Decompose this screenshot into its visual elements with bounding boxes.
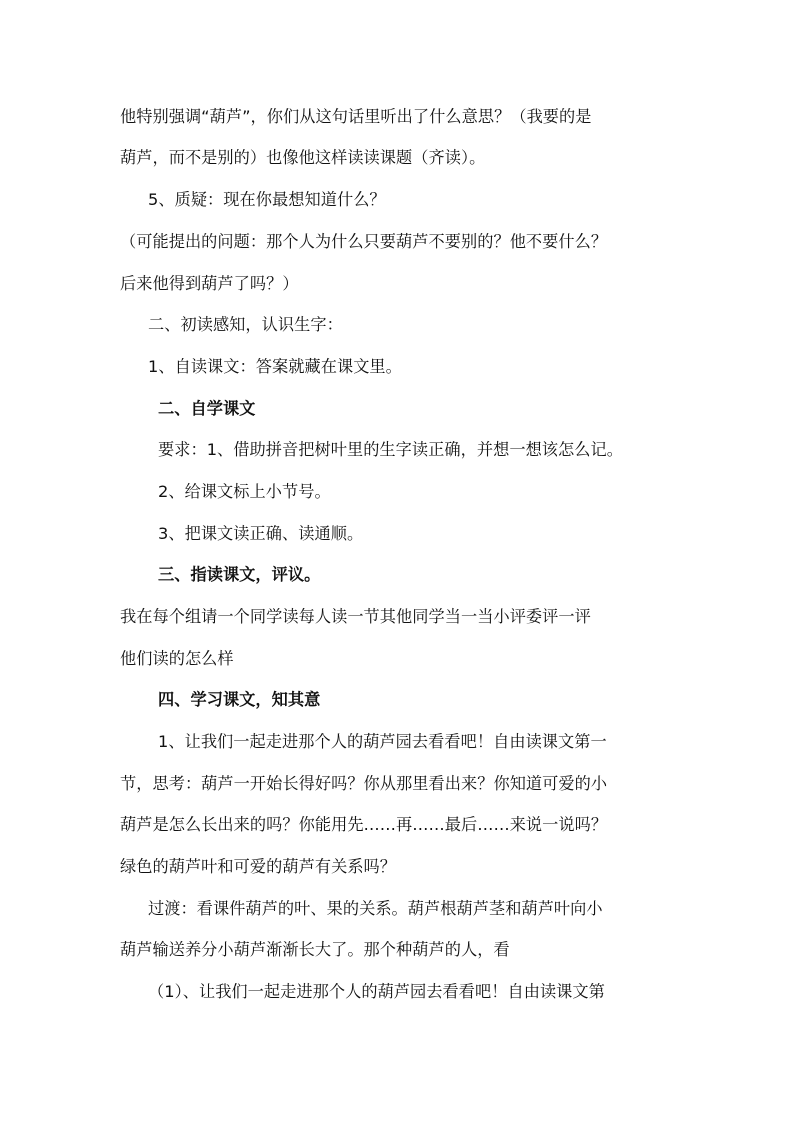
paragraph-line: 后来他得到葫芦了吗？） <box>120 274 299 293</box>
paragraph-line: 1、自读课文：答案就藏在课文里。 <box>148 357 402 376</box>
paragraph-line: 3、把课文读正确、读通顺。 <box>158 524 364 543</box>
paragraph-line: 节，思考：葫芦一开始长得好吗？你从那里看出来？你知道可爱的小 <box>120 774 608 793</box>
paragraph-line: 绿色的葫芦叶和可爱的葫芦有关系吗？ <box>120 857 397 876</box>
paragraph-line: （可能提出的问题：那个人为什么只要葫芦不要别的？他不要什么？ <box>120 232 608 251</box>
paragraph-line: 我在每个组请一个同学读每人读一节其他同学当一当小评委评一评 <box>120 607 591 626</box>
section-heading: 三、指读课文，评议。 <box>158 565 321 584</box>
section-heading: 四、学习课文，知其意 <box>158 690 321 709</box>
paragraph-line: 要求：1、借助拼音把树叶里的生字读正确，并想一想该怎么记。 <box>158 440 623 459</box>
section-heading: 二、初读感知，认识生字： <box>148 315 343 334</box>
paragraph-line: 他特别强调“葫芦”，你们从这句话里听出了什么意思？（我要的是 <box>120 107 592 126</box>
paragraph-line: 葫芦是怎么长出来的吗？你能用先……再……最后……来说一说吗？ <box>120 815 608 834</box>
paragraph-line: 过渡：看课件葫芦的叶、果的关系。葫芦根葫芦茎和葫芦叶向小 <box>148 899 603 918</box>
paragraph-line: 5、质疑：现在你最想知道什么？ <box>148 190 386 209</box>
paragraph-line: 2、给课文标上小节号。 <box>158 482 331 501</box>
paragraph-line: （1）、让我们一起走进那个人的葫芦园去看看吧！自由读课文第 <box>148 982 605 1001</box>
section-heading: 二、自学课文 <box>158 399 256 418</box>
paragraph-line: 葫芦，而不是别的）也像他这样读读课题（齐读）。 <box>120 148 486 167</box>
paragraph-line: 1、让我们一起走进那个人的葫芦园去看看吧！自由读课文第一 <box>158 732 607 751</box>
paragraph-line: 葫芦输送养分小葫芦渐渐长大了。那个种葫芦的人，看 <box>120 940 510 959</box>
paragraph-line: 他们读的怎么样 <box>120 649 234 668</box>
